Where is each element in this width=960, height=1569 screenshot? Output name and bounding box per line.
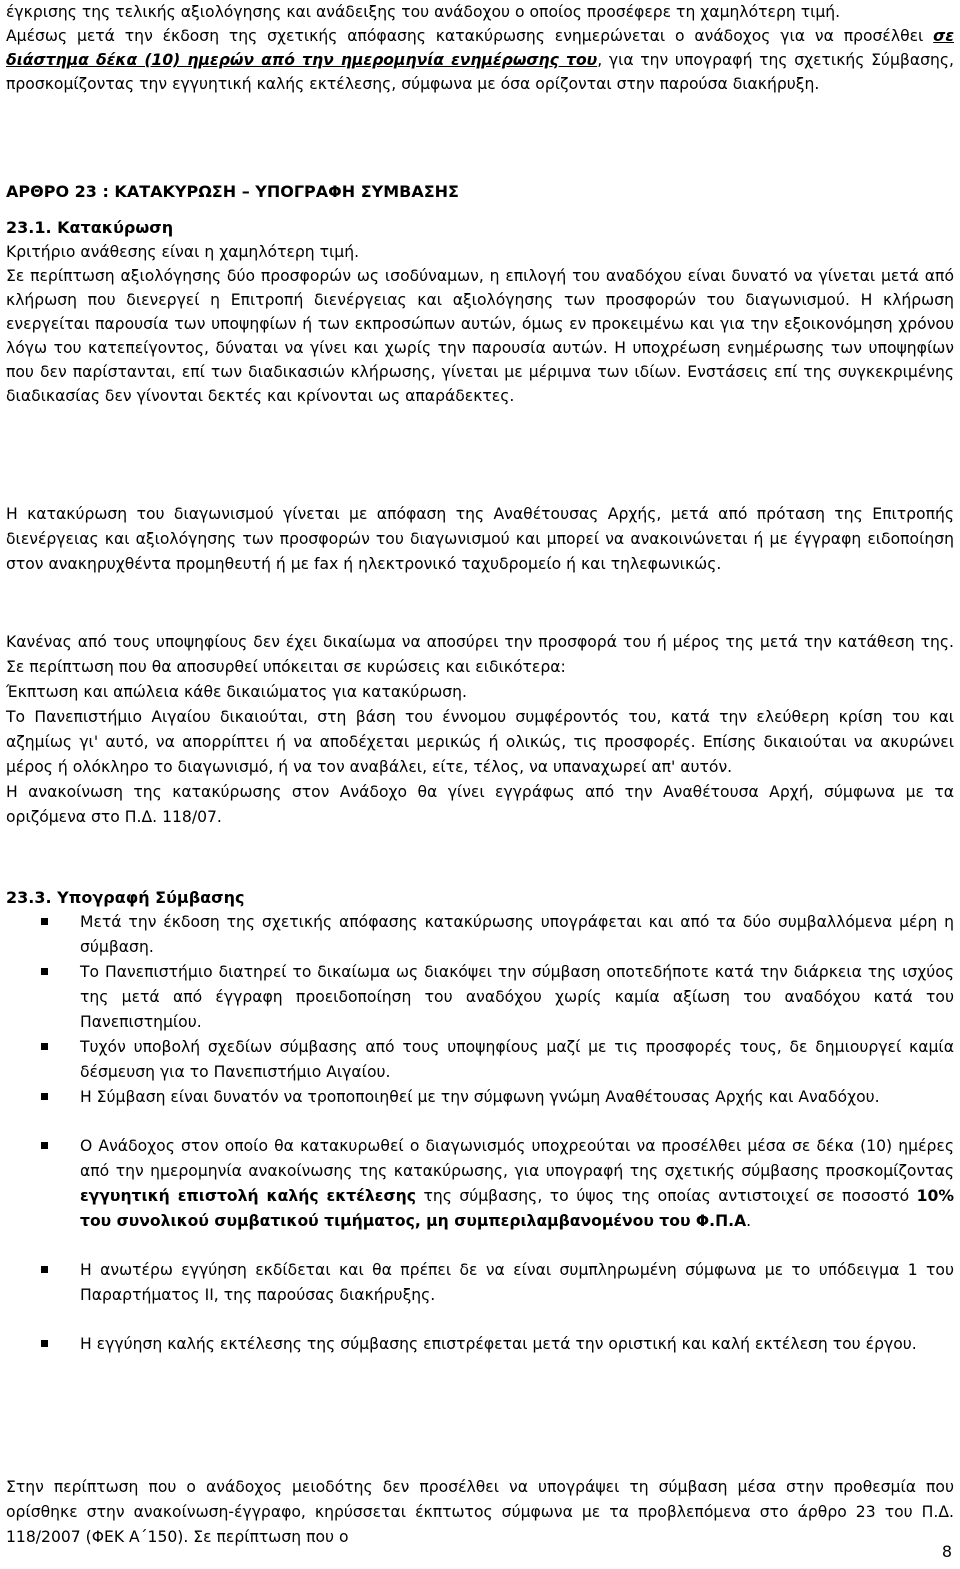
list-item-text: Το Πανεπιστήμιο διατηρεί το δικαίωμα ως διακόψει την σύμβαση οποτεδήποτε κατά την διάρκεια της ισχύος της μετά από έγγραφη προειδοποίηση του αναδόχου χωρίς καμία αξίωση του αναδόχου κατά του Πανεπιστημίου. [80, 963, 954, 1031]
section-23-3-heading [6, 886, 954, 910]
square-bullet-icon [41, 918, 48, 925]
closing-paragraph-block [6, 1475, 954, 1550]
paragraph: Το Πανεπιστήμιο Αιγαίου δικαιούται, στη βάση του έννομου συμφέροντός του, κατά την ελεύθερη κρίση του και αζημίως γι' αυτό, να απορρίπτει ή να αποδέχεται μερικώς ή ολικώς, τις προσφορές. Επίσης δικαιούται να ακυρώνει μέρος ή ολόκληρο το διαγωνισμό, ή να τον αναβάλει, είτε, τέλος, να υπαναχωρεί απ' αυτόν. [6, 708, 954, 776]
list-item-text: Μετά την έκδοση της σχετικής απόφασης κατακύρωσης υπογράφεται και από τα δύο συμβαλλόμενα μέρη η σύμβαση. [80, 913, 954, 956]
list-item [6, 1035, 954, 1085]
bullet-list [6, 910, 954, 1357]
section-23-1 [6, 216, 954, 408]
square-bullet-icon [41, 1093, 48, 1100]
paragraph: Κανένας από τους υποψηφίους δεν έχει δικαίωμα να αποσύρει την προσφορά του ή μέρος της μετά την κατάθεση της. Σε περίπτωση που θα αποσυρθεί υπόκειται σε κυρώσεις και ειδικότερα: [6, 633, 954, 676]
square-bullet-icon [41, 1142, 48, 1149]
paragraph: Στην περίπτωση που ο ανάδοχος μειοδότης δεν προσέλθει να υπογράψει τη σύμβαση μέσα στην προθεσμία που ορίσθηκε στην ανακοίνωση-έγγραφο, κηρύσσεται έκπτωτος σύμφωνα με τα προβλεπόμενα στο άρθρο 23 του Π.Δ. 118/2007 (ΦΕΚ Α΄150). Σε περίπτωση που ο [6, 1478, 954, 1546]
intro-section [6, 0, 954, 96]
bold-phrase: εγγυητική επιστολή καλής εκτέλεσης [80, 1187, 416, 1205]
page-number: 8 [941, 1542, 952, 1561]
list-item-text: Η ανωτέρω εγγύηση εκδίδεται και θα πρέπει δε να είναι συμπληρωμένη σύμφωνα με το υπόδειγμα 1 του Παραρτήματος ΙΙ, της παρούσας διακήρυξης. [80, 1261, 954, 1304]
paragraph: Η ανακοίνωση της κατακύρωσης στον Ανάδοχο θα γίνει εγγράφως από την Αναθέτουσα Αρχή, σύμφωνα με τα οριζόμενα στο Π.Δ. 118/07. [6, 783, 954, 826]
paragraph: Κριτήριο ανάθεσης είναι η χαμηλότερη τιμή. [6, 243, 360, 261]
list-item [6, 1134, 954, 1234]
article-heading-block [6, 180, 954, 204]
bold-phrase: 10% του συνολικού συμβατικού τιμήματος, μη συμπεριλαμβανομένου του Φ.Π.Α [80, 1187, 954, 1230]
paragraph [6, 24, 954, 96]
square-bullet-icon [41, 1266, 48, 1273]
list-item [6, 960, 954, 1035]
square-bullet-icon [41, 1043, 48, 1050]
paragraph-block [6, 630, 954, 830]
list-item-text: Η εγγύηση καλής εκτέλεσης της σύμβασης επιστρέφεται μετά την οριστική και καλή εκτέλεση του έργου. [80, 1335, 917, 1353]
list-item-text: Τυχόν υποβολή σχεδίων σύμβασης από τους υποψηφίους μαζί με τις προσφορές τους, δε δημιουργεί καμία δέσμευση για το Πανεπιστήμιο Αιγαίου. [80, 1038, 954, 1081]
paragraph-block [6, 502, 954, 577]
section-title: 23.3. Υπογραφή Σύμβασης [6, 888, 245, 907]
section-23-3-list [6, 910, 954, 1357]
paragraph: Η κατακύρωση του διαγωνισμού γίνεται με απόφαση της Αναθέτουσας Αρχής, μετά από πρόταση της Επιτροπής διενέργειας και αξιολόγησης των προσφορών του διαγωνισμού και μπορεί να ανακοινώνεται ή με έγγραφη ειδοποίηση στον ανακηρυχθέντα προμηθευτή ή με fax ή ηλεκτρονικό ταχυδρομείο ή και τηλεφωνικώς. [6, 505, 954, 573]
list-item [6, 1258, 954, 1308]
article-title: ΑΡΘΡΟ 23 : ΚΑΤΑΚΥΡΩΣΗ – ΥΠΟΓΡΑΦΗ ΣΥΜΒΑΣΗΣ [6, 182, 459, 201]
list-item-text: Η Σύμβαση είναι δυνατόν να τροποποιηθεί με την σύμφωνη γνώμη Αναθέτουσας Αρχής και Αναδόχου. [80, 1088, 880, 1106]
emphasized-deadline: σε διάστημα δέκα (10) ημερών από την ημερομηνία ενημέρωσης του [6, 27, 954, 69]
paragraph: έγκρισης της τελικής αξιολόγησης και ανάδειξης του ανάδοχου ο οποίος προσέφερε τη χαμηλότερη τιμή. [6, 3, 841, 21]
square-bullet-icon [41, 968, 48, 975]
paragraph: Σε περίπτωση αξιολόγησης δύο προσφορών ως ισοδύναμων, η επιλογή του αναδόχου είναι δυνατό να γίνεται μετά από κλήρωση που διενεργεί η Επιτροπή διενέργειας και αξιολόγησης των προσφορών του διαγωνισμού. Η κλήρωση ενεργείται παρουσία των υποψηφίων ή των εκπροσώπων αυτών, όμως εν προκειμένω και για την εξοικονόμηση χρόνου λόγω του κατεπείγοντος, δύναται να γίνει και χωρίς την παρουσία αυτών. Η υποχρέωση ενημέρωσης των υποψηφίων που δεν παρίστανται, επί των διαδικασιών κλήρωσης, γίνεται με μέριμνα των ιδίων. Ενστάσεις επί της συγκεκριμένης διαδικασίας δεν γίνονται δεκτές και κρίνονται ως απαράδεκτες. [6, 267, 954, 405]
square-bullet-icon [41, 1340, 48, 1347]
list-item [6, 1332, 954, 1357]
list-item [6, 910, 954, 960]
text: , για την υπογραφή της σχετικής Σύμβασης, προσκομίζοντας την εγγυητική καλής εκτέλεσης, σύμφωνα με όσα ορίζονται στην παρούσα διακήρυξη. [6, 51, 954, 93]
list-item-text: της σύμβασης, το ύψος της οποίας αντιστοιχεί σε ποσοστό [415, 1187, 917, 1205]
text: Αμέσως μετά την έκδοση της σχετικής απόφασης κατακύρωσης ενημερώνεται ο ανάδοχος για να προσέλθει [6, 27, 934, 45]
paragraph: Έκπτωση και απώλεια κάθε δικαιώματος για κατακύρωση. [6, 683, 468, 701]
list-item-text: Ο Ανάδοχος στον οποίο θα κατακυρωθεί ο διαγωνισμός υποχρεούται να προσέλθει μέσα σε δέκα (10) ημέρες από την ημερομηνία ανακοίνωσης της κατακύρωσης, για υπογραφή της σχετικής σύμβασης προσκομίζοντας [80, 1137, 954, 1180]
section-title: 23.1. Κατακύρωση [6, 218, 174, 237]
list-item [6, 1085, 954, 1110]
list-item-text: . [746, 1212, 752, 1230]
